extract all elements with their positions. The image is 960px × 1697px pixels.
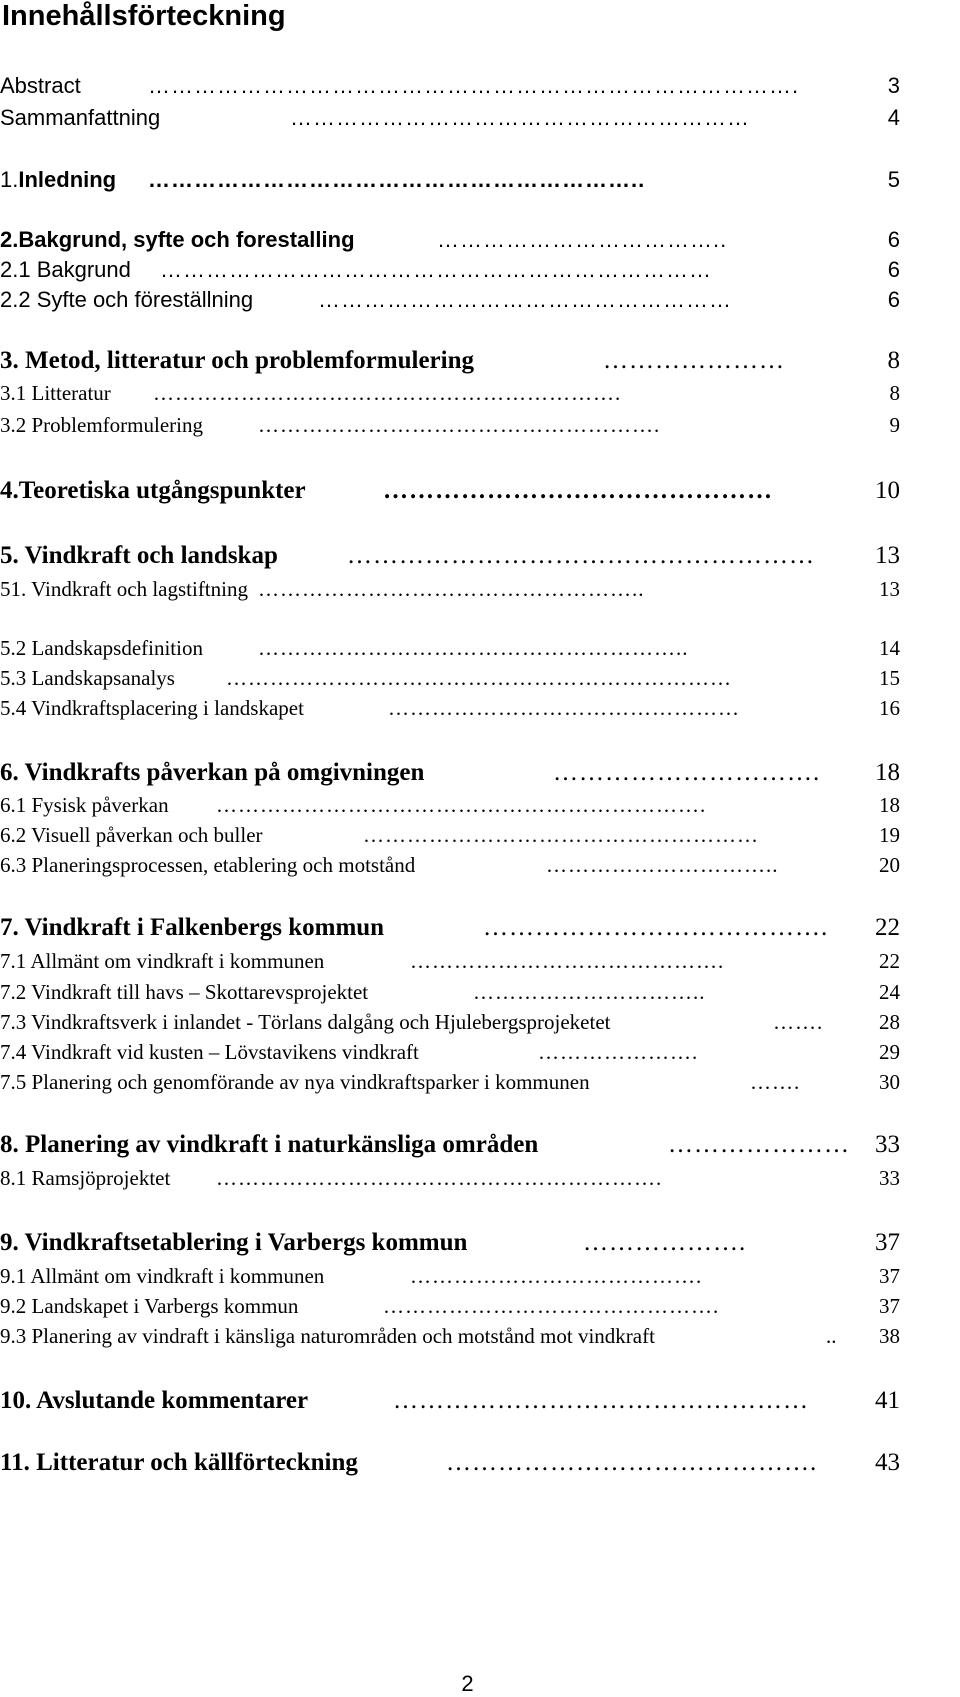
toc-page-number: 41 xyxy=(875,1387,900,1414)
toc-entry-title: 6.3 Planeringsprocessen, etablering och motstånd xyxy=(0,853,416,877)
toc-entry-naturkansliga[interactable] xyxy=(0,1130,900,1159)
toc-entry-title: 2.Bakgrund, syfte och forestalling xyxy=(0,227,355,252)
toc-leader: ……………………………………. xyxy=(446,1449,818,1476)
toc-leader: ………………………………………. xyxy=(383,1294,720,1318)
toc-page-number: 33 xyxy=(875,1131,900,1158)
toc-leader: ………………… xyxy=(603,347,785,374)
toc-entry-landskapsdefinition[interactable] xyxy=(0,636,900,660)
toc-page-number: 37 xyxy=(875,1229,900,1256)
toc-page-number: 19 xyxy=(879,823,900,847)
toc-entry-number: 1. xyxy=(0,167,19,192)
toc-leader: …………………………………………….. xyxy=(258,577,645,601)
toc-entry-vindkraftsplacering[interactable] xyxy=(0,696,900,720)
toc-leader: ……………………………………………… xyxy=(318,287,732,312)
toc-entry-title: Sammanfattning xyxy=(0,105,161,130)
toc-leader: ……………………………….. xyxy=(437,227,728,252)
toc-entry-title: 7.2 Vindkraft till havs – Skottarevsprojektet xyxy=(0,980,369,1004)
toc-leader: ……………………………………………………………… xyxy=(160,257,712,282)
toc-entry-syfte[interactable] xyxy=(0,287,900,313)
toc-entry-title: 6.1 Fysisk påverkan xyxy=(0,793,169,817)
toc-leader: ……………………………………………………….. xyxy=(148,167,646,192)
toc-page-number: 5 xyxy=(887,167,900,192)
toc-entry-title: 51. Vindkraft och lagstiftning xyxy=(0,577,248,601)
toc-leader: ………………………….. xyxy=(473,980,706,1004)
toc-entry-title: 7.3 Vindkraftsverk i inlandet - Törlans dalgång och Hjulebergsprojeketet xyxy=(0,1010,611,1034)
toc-entry-title: 9.1 Allmänt om vindkraft i kommunen xyxy=(0,1264,325,1288)
toc-entry-vindkraft-landskap[interactable] xyxy=(0,541,900,570)
toc-entry-title: 9.2 Landskapet i Varbergs kommun xyxy=(0,1294,299,1318)
toc-entry-bakgrund-syfte[interactable] xyxy=(0,227,900,253)
toc-entry-landskapet-varberg[interactable] xyxy=(0,1294,900,1318)
toc-page-number: 29 xyxy=(879,1040,900,1064)
toc-entry-abstract[interactable] xyxy=(0,73,900,99)
toc-entry-title: 9.3 Planering av vindraft i känsliga naturområden och motstånd mot vindkraft xyxy=(0,1324,655,1348)
toc-leader: ………………………….. xyxy=(546,853,779,877)
toc-leader: ………………… xyxy=(668,1131,850,1158)
toc-page-number: 3 xyxy=(887,73,900,98)
toc-leader: …………………………………. xyxy=(483,914,829,941)
toc-entry-litteratur[interactable] xyxy=(0,381,900,405)
toc-entry-title: 9. Vindkraftsetablering i Varbergs kommun xyxy=(0,1229,468,1256)
toc-leader: ……………………………………. xyxy=(410,949,725,973)
toc-entry-fysisk-paverkan[interactable] xyxy=(0,793,900,817)
toc-entry-title: 5. Vindkraft och landskap xyxy=(0,542,278,569)
toc-entry-ramsjoprojektet[interactable] xyxy=(0,1166,900,1190)
toc-entry-varberg[interactable] xyxy=(0,1228,900,1257)
toc-entry-lovstaviken[interactable] xyxy=(0,1040,900,1064)
toc-entry-title: 7.5 Planering och genomförande av nya vindkraftsparker i kommunen xyxy=(0,1070,590,1094)
toc-entry-landskapsanalys[interactable] xyxy=(0,666,900,690)
toc-entry-allmant-falkenberg[interactable] xyxy=(0,949,900,973)
toc-page-number: 30 xyxy=(879,1070,900,1094)
toc-page-number: 38 xyxy=(879,1324,900,1348)
toc-leader: ………………………………………………. xyxy=(258,413,661,437)
toc-leader: ………………………………………… xyxy=(393,1387,809,1414)
toc-entry-title: 5.3 Landskapsanalys xyxy=(0,666,175,690)
toc-entry-title: 2.1 Bakgrund xyxy=(0,257,131,282)
toc-page-number: 4 xyxy=(887,105,900,130)
toc-entry-vindkrafts-paverkan[interactable] xyxy=(0,758,900,787)
toc-leader: …………………………………. xyxy=(410,1264,703,1288)
toc-page-number: 28 xyxy=(879,1010,900,1034)
toc-entry-title: 3.2 Problemformulering xyxy=(0,413,203,437)
toc-entry-title: 2.2 Syfte och föreställning xyxy=(0,287,254,312)
toc-page-number: 14 xyxy=(879,636,900,660)
toc-entry-title: 3. Metod, litteratur och problemformulering xyxy=(0,347,474,374)
toc-page-number: 33 xyxy=(879,1166,900,1190)
toc-page-number: 15 xyxy=(879,666,900,690)
toc-entry-falkenberg[interactable] xyxy=(0,913,900,942)
toc-page-number: 6 xyxy=(887,257,900,282)
toc-page-number: 37 xyxy=(879,1264,900,1288)
toc-page-number: 13 xyxy=(879,577,900,601)
toc-page-number: 16 xyxy=(879,696,900,720)
toc-entry-title: 5.2 Landskapsdefinition xyxy=(0,636,203,660)
toc-entry-title: Inledning xyxy=(18,167,117,192)
toc-leader: ………………………………………… xyxy=(388,696,740,720)
toc-page-number: 13 xyxy=(875,542,900,569)
toc-entry-teoretiska[interactable] xyxy=(0,476,900,505)
toc-leader: ……. xyxy=(750,1070,801,1094)
toc-page-number: 18 xyxy=(875,759,900,786)
toc-page-number: 22 xyxy=(879,949,900,973)
toc-page-number: 6 xyxy=(887,287,900,312)
toc-leader: …………………. xyxy=(538,1040,699,1064)
page-title: Innehållsförteckning xyxy=(2,0,286,32)
toc-entry-title: 6. Vindkrafts påverkan på omgivningen xyxy=(0,759,425,786)
toc-leader: ………………………………………………………. xyxy=(153,381,622,405)
page-number: 2 xyxy=(461,1671,474,1696)
toc-leader: …………………………………………………………………………. xyxy=(148,73,800,98)
toc-page-number: 37 xyxy=(879,1294,900,1318)
toc-entry-visuell-paverkan[interactable] xyxy=(0,823,900,847)
toc-page-number: 10 xyxy=(875,477,900,504)
toc-page-number: 6 xyxy=(887,227,900,252)
toc-entry-planering-genomforande[interactable] xyxy=(0,1070,900,1094)
toc-leader: ………………. xyxy=(583,1229,747,1256)
toc-entry-title: 8. Planering av vindkraft i naturkänsliga områden xyxy=(0,1131,539,1158)
toc-page-number: 24 xyxy=(879,980,900,1004)
toc-page-number: 22 xyxy=(875,914,900,941)
toc-entry-metod[interactable] xyxy=(0,346,900,375)
toc-page-number: 9 xyxy=(889,413,900,437)
toc-page-number: 8 xyxy=(887,347,900,374)
toc-entry-title: Abstract xyxy=(0,73,81,98)
toc-entry-title: 11. Litteratur och källförteckning xyxy=(0,1449,358,1476)
toc-page-number: 18 xyxy=(879,793,900,817)
toc-leader: .. xyxy=(826,1324,837,1348)
toc-entry-torlans-dalgang[interactable] xyxy=(0,1010,900,1034)
toc-entry-sammanfattning[interactable] xyxy=(0,105,900,131)
toc-leader: …………………………………………………………… xyxy=(226,666,732,690)
toc-entry-title: 5.4 Vindkraftsplacering i landskapet xyxy=(0,696,304,720)
toc-leader: ……………………………………… xyxy=(383,477,773,504)
toc-entry-allmant-varberg[interactable] xyxy=(0,1264,900,1288)
toc-leader: ……………………………………………………. xyxy=(216,1166,663,1190)
toc-leader: ………………………………………………….. xyxy=(258,636,689,660)
toc-entry-litteratur-kallforteckning[interactable] xyxy=(0,1448,900,1477)
toc-entry-problemformulering[interactable] xyxy=(0,413,900,437)
toc-leader: ……………………………………………… xyxy=(347,542,815,569)
toc-page-number: 43 xyxy=(875,1449,900,1476)
toc-entry-title: 7.4 Vindkraft vid kusten – Lövstavikens vindkraft xyxy=(0,1040,419,1064)
toc-leader: …………………………. xyxy=(553,759,821,786)
toc-entry-title: 10. Avslutande kommentarer xyxy=(0,1387,309,1414)
toc-entry-title: 7. Vindkraft i Falkenbergs kommun xyxy=(0,914,385,941)
toc-entry-kansliga-naturomraden[interactable] xyxy=(0,1324,900,1348)
toc-entry-lagstiftning[interactable] xyxy=(0,577,900,601)
toc-entry-title: 7.1 Allmänt om vindkraft i kommunen xyxy=(0,949,325,973)
toc-leader: …………………………………………………………. xyxy=(216,793,707,817)
toc-leader: …………………………………………………… xyxy=(290,105,750,130)
toc-entry-title: 6.2 Visuell påverkan och buller xyxy=(0,823,263,847)
toc-entry-title: 8.1 Ramsjöprojektet xyxy=(0,1166,171,1190)
toc-entry-title: 3.1 Litteratur xyxy=(0,381,111,405)
toc-leader: ……………………………………………… xyxy=(363,823,759,847)
toc-entry-inledning[interactable] xyxy=(0,167,900,193)
toc-entry-skottarevsprojektet[interactable] xyxy=(0,980,900,1004)
toc-entry-title: 4.Teoretiska utgångspunkter xyxy=(0,477,306,504)
toc-entry-avslutande[interactable] xyxy=(0,1386,900,1415)
toc-leader: ……. xyxy=(773,1010,824,1034)
toc-entry-planeringsprocessen[interactable] xyxy=(0,853,900,877)
toc-page-number: 20 xyxy=(879,853,900,877)
toc-entry-bakgrund[interactable] xyxy=(0,257,900,283)
toc-page-number: 8 xyxy=(889,381,900,405)
